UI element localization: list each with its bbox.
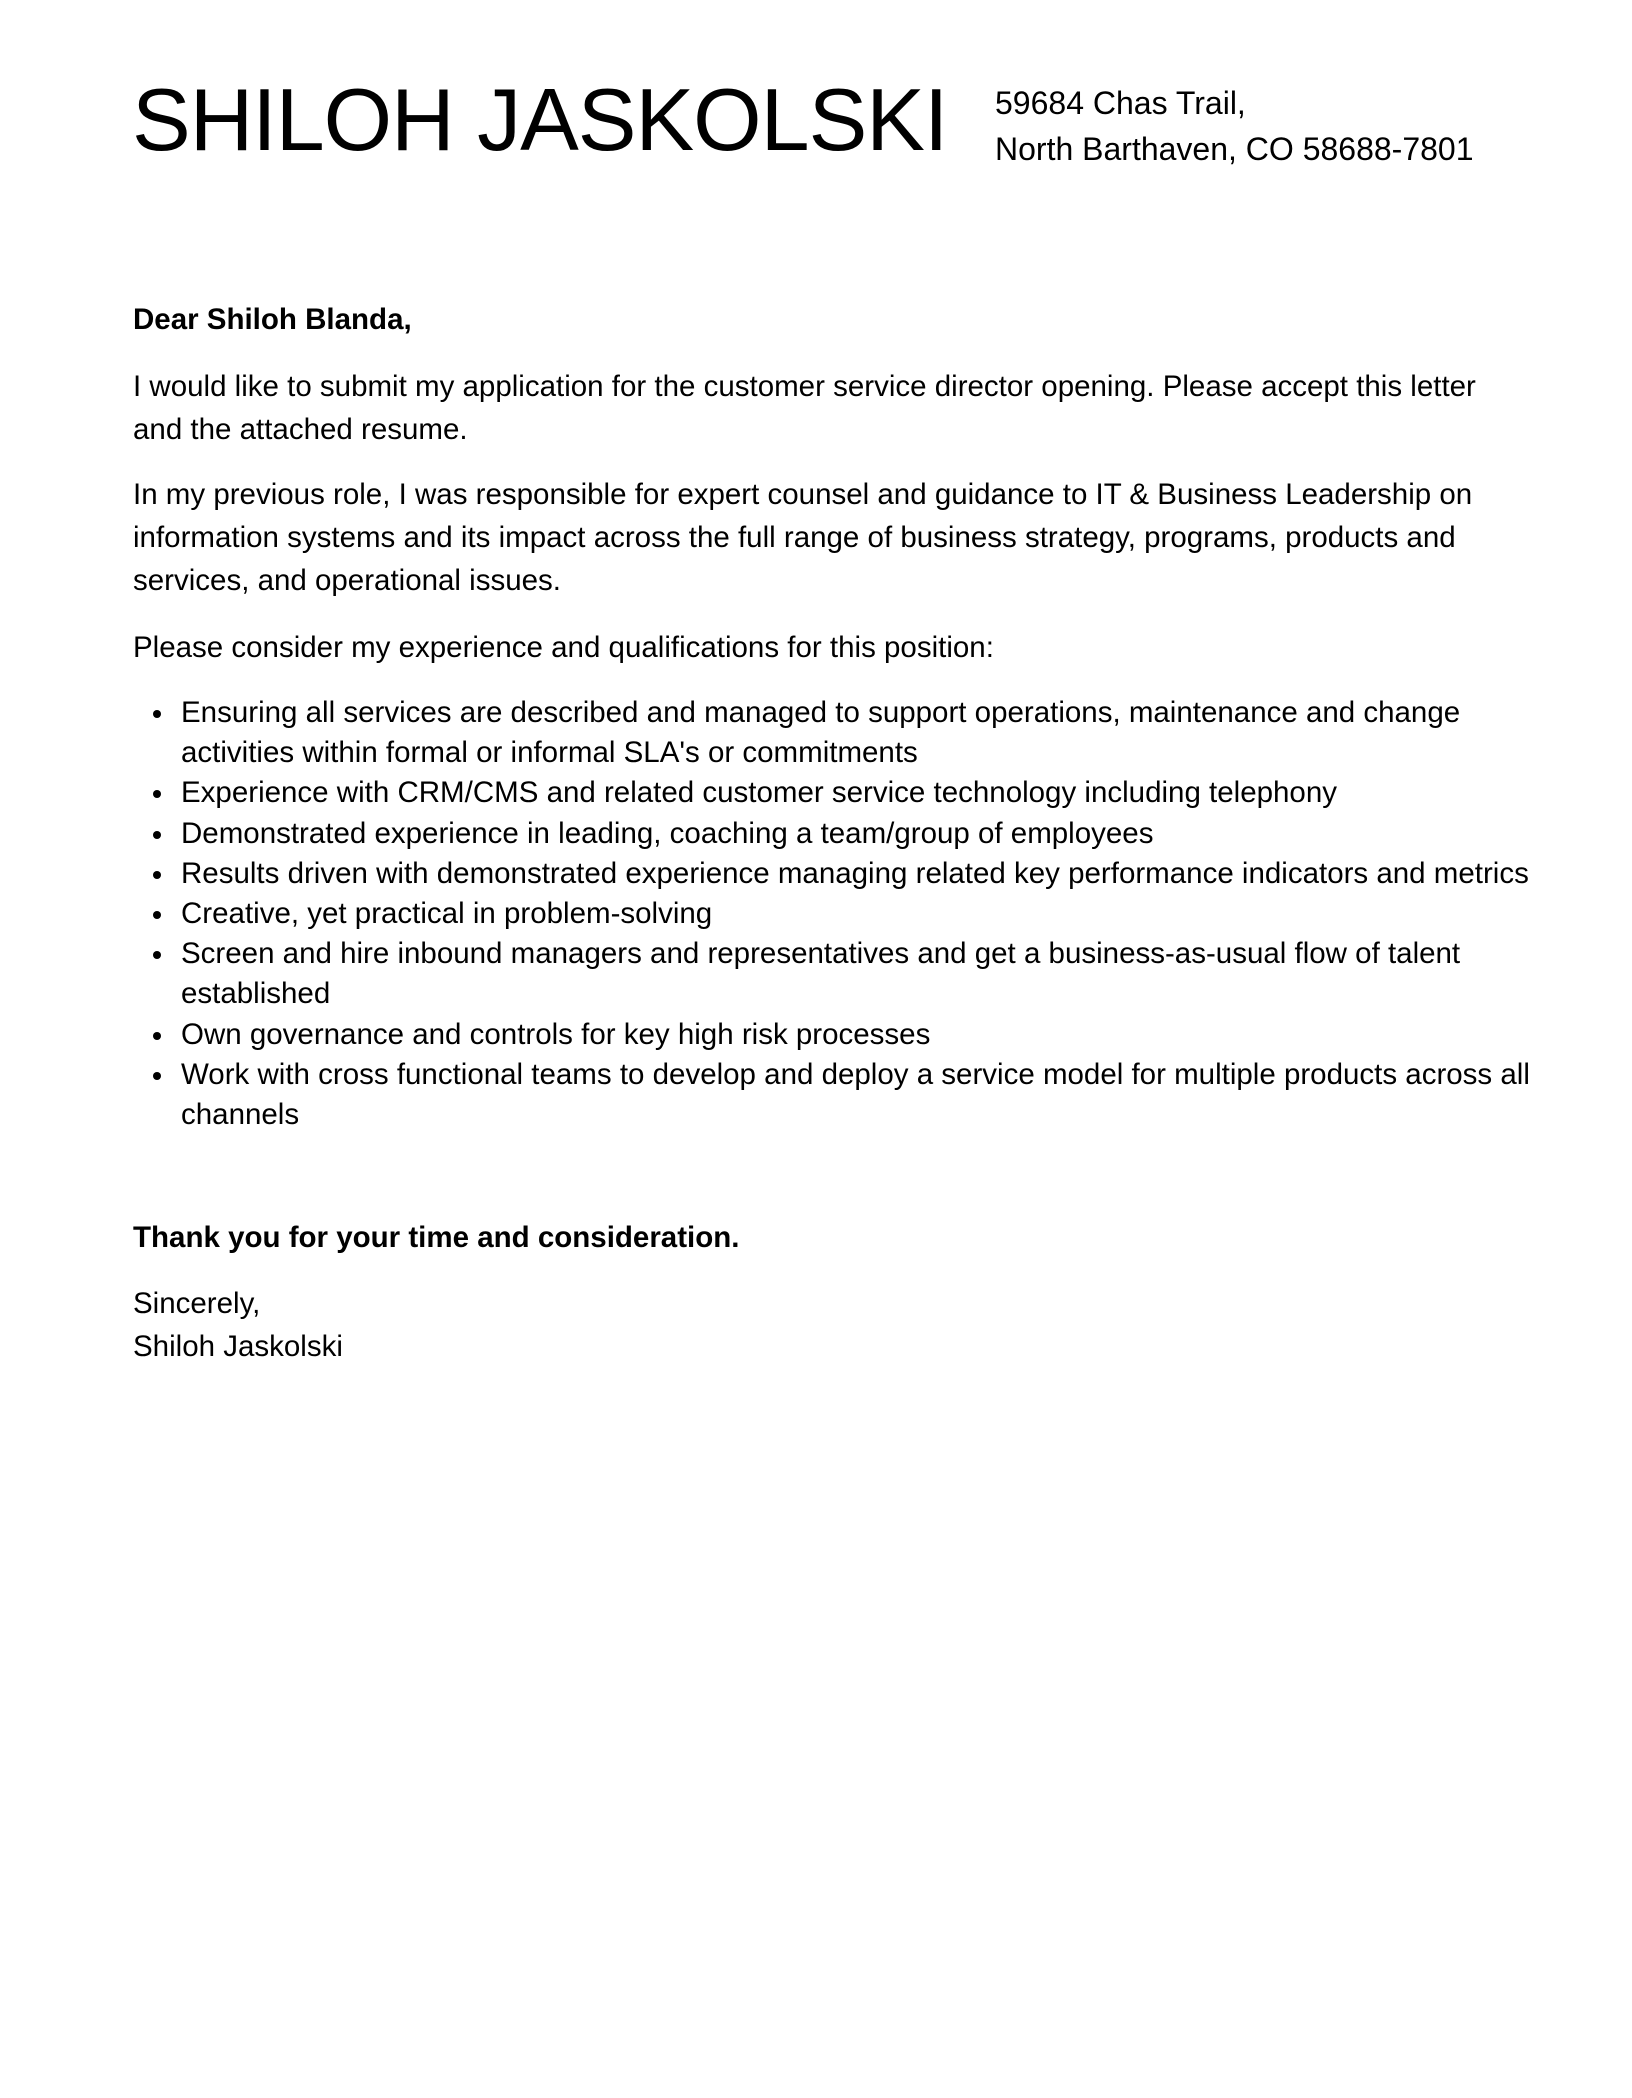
paragraph-intro: I would like to submit my application for the customer service director opening. Please accept this letter and the attached resume. (133, 370, 1476, 446)
list-item: Work with cross functional teams to develop and deploy a service model for multiple products across all channels (181, 1055, 1561, 1135)
list-item: Results driven with demonstrated experience managing related key performance indicators and metrics (181, 854, 1561, 894)
list-item: Creative, yet practical in problem-solving (181, 894, 1561, 934)
address-line-2: North Barthaven, CO 58688-7801 (995, 131, 1474, 167)
salutation: Dear Shiloh Blanda, (133, 303, 412, 336)
applicant-address (995, 80, 1474, 172)
paragraph-experience: In my previous role, I was responsible for expert counsel and guidance to IT & Business Leadership on information systems and its impact across the full range of business strategy, programs, products and services, and operational issues. (133, 478, 1473, 597)
list-item: Ensuring all services are described and managed to support operations, maintenance and change activities within formal or informal SLA's or commitments (181, 693, 1561, 773)
signature-name: Shiloh Jaskolski (133, 1330, 343, 1363)
list-item: Experience with CRM/CMS and related customer service technology including telephony (181, 773, 1561, 813)
list-item: Demonstrated experience in leading, coaching a team/group of employees (181, 814, 1561, 854)
thank-you-line: Thank you for your time and consideration. (133, 1221, 740, 1254)
closing-block (133, 1282, 1503, 1368)
qualifications-list (133, 693, 1561, 1135)
paragraph-qualifications-lead: Please consider my experience and qualifications for this position: (133, 631, 994, 664)
list-item: Screen and hire inbound managers and representatives and get a business-as-usual flow of talent established (181, 934, 1561, 1014)
applicant-name: SHILOH JASKOLSKI (132, 70, 948, 169)
address-line-1: 59684 Chas Trail, (995, 85, 1246, 121)
list-item: Own governance and controls for key high risk processes (181, 1015, 1561, 1055)
closing-word: Sincerely, (133, 1287, 261, 1320)
